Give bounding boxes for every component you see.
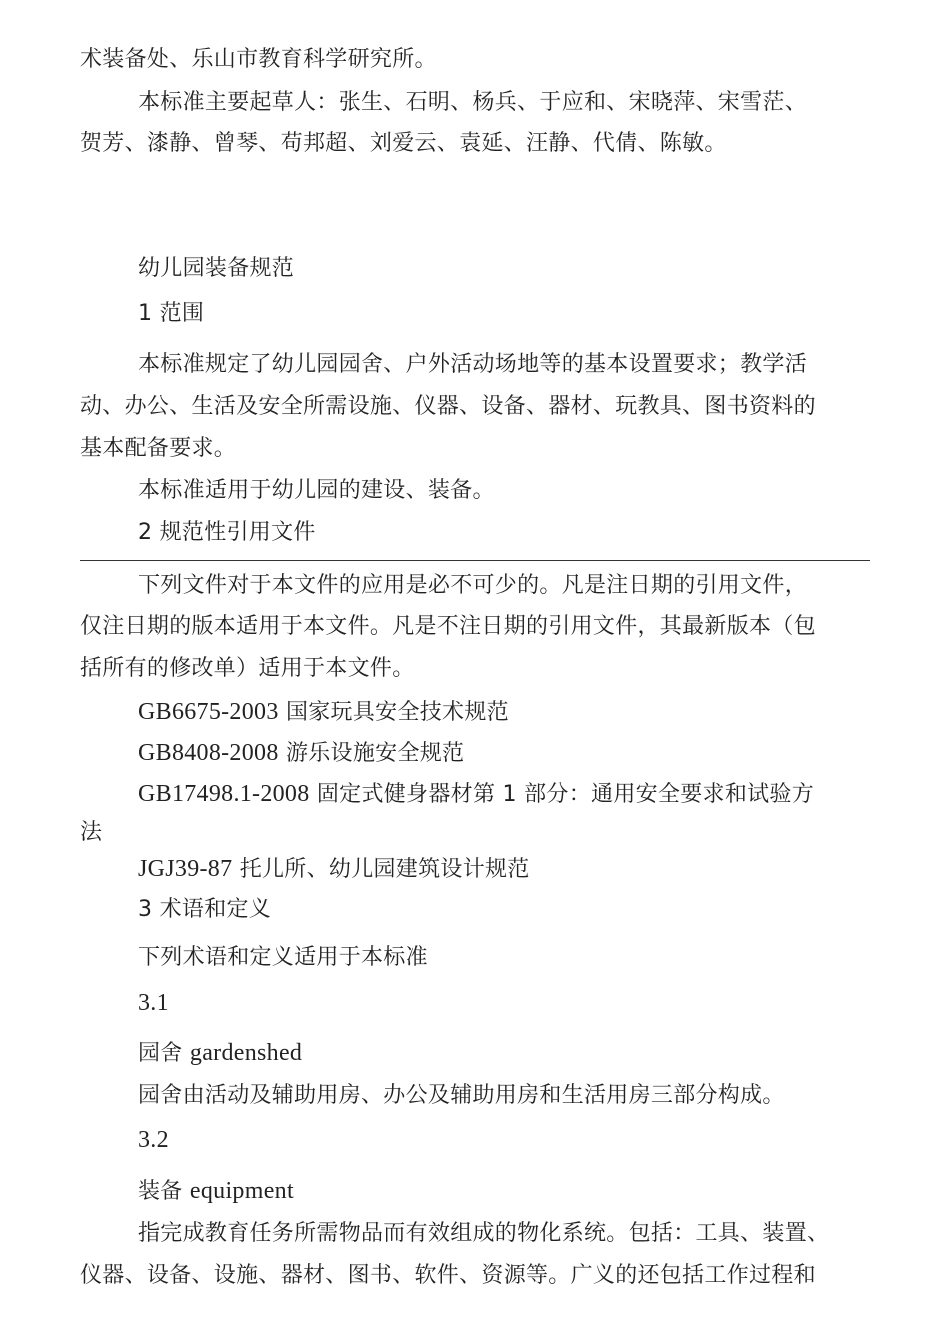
- paragraph: 本标准规定了幼儿园园舍、户外活动场地等的基本设置要求；教学活: [138, 352, 808, 377]
- term-name: [138, 1176, 878, 1207]
- reference-item: [138, 854, 878, 885]
- page-divider: [80, 560, 870, 561]
- paragraph: 本标准适用于幼儿园的建设、装备。: [138, 478, 495, 503]
- drafters-text-continued: 贺芳、漆静、曾琴、苟邦超、刘爱云、袁延、汪静、代倩、陈敏。: [80, 131, 727, 156]
- document-title: 幼儿园装备规范: [138, 256, 295, 281]
- reference-code: GB6675-2003: [138, 699, 279, 725]
- reference-code: GB8408-2008: [138, 740, 279, 766]
- reference-item: [138, 697, 878, 728]
- paragraph: 基本配备要求。: [80, 436, 237, 461]
- reference-title: 托儿所、幼儿园建筑设计规范: [239, 857, 530, 882]
- section-heading-scope: 1 范围: [138, 301, 205, 326]
- reference-item: [138, 738, 878, 769]
- term-number: 3.1: [138, 990, 169, 1016]
- reference-code: JGJ39-87: [138, 856, 233, 882]
- term-zh: 装备: [138, 1179, 183, 1204]
- paragraph: 下列文件对于本文件的应用是必不可少的。凡是注日期的引用文件，: [138, 573, 808, 598]
- reference-item: [138, 779, 878, 810]
- reference-title: 固定式健身器材第 1 部分：通用安全要求和试验方: [316, 782, 815, 807]
- paragraph: 动、办公、生活及安全所需设施、仪器、设备、器材、玩教具、图书资料的: [80, 394, 816, 419]
- reference-code: GB17498.1-2008: [138, 781, 310, 807]
- section-heading-terms: 3 术语和定义: [138, 897, 272, 922]
- paragraph: 下列术语和定义适用于本标准: [138, 945, 428, 970]
- reference-title: 国家玩具安全技术规范: [285, 700, 509, 725]
- term-number: 3.2: [138, 1127, 169, 1153]
- term-en: gardenshed: [189, 1040, 303, 1066]
- term-definition: 指完成教育任务所需物品而有效组成的物化系统。包括：工具、装置、: [138, 1221, 830, 1246]
- foreword-text: 术装备处、乐山市教育科学研究所。: [80, 47, 437, 72]
- term-definition-continued: 仪器、设备、设施、器材、图书、软件、资源等。广义的还包括工作过程和: [80, 1263, 816, 1288]
- drafters-text: 本标准主要起草人：张生、石明、杨兵、于应和、宋晓萍、宋雪茫、: [138, 90, 808, 115]
- paragraph: 括所有的修改单）适用于本文件。: [80, 656, 415, 681]
- term-definition: 园舍由活动及辅助用房、办公及辅助用房和生活用房三部分构成。: [138, 1083, 785, 1108]
- reference-title: 游乐设施安全规范: [285, 741, 465, 766]
- term-name: [138, 1038, 878, 1069]
- term-en: equipment: [189, 1178, 294, 1204]
- reference-title-wrap: 法: [80, 820, 103, 845]
- paragraph: 仅注日期的版本适用于本文件。凡是不注日期的引用文件，其最新版本（包: [80, 614, 816, 639]
- section-heading-references: 2 规范性引用文件: [138, 520, 316, 545]
- term-zh: 园舍: [138, 1041, 183, 1066]
